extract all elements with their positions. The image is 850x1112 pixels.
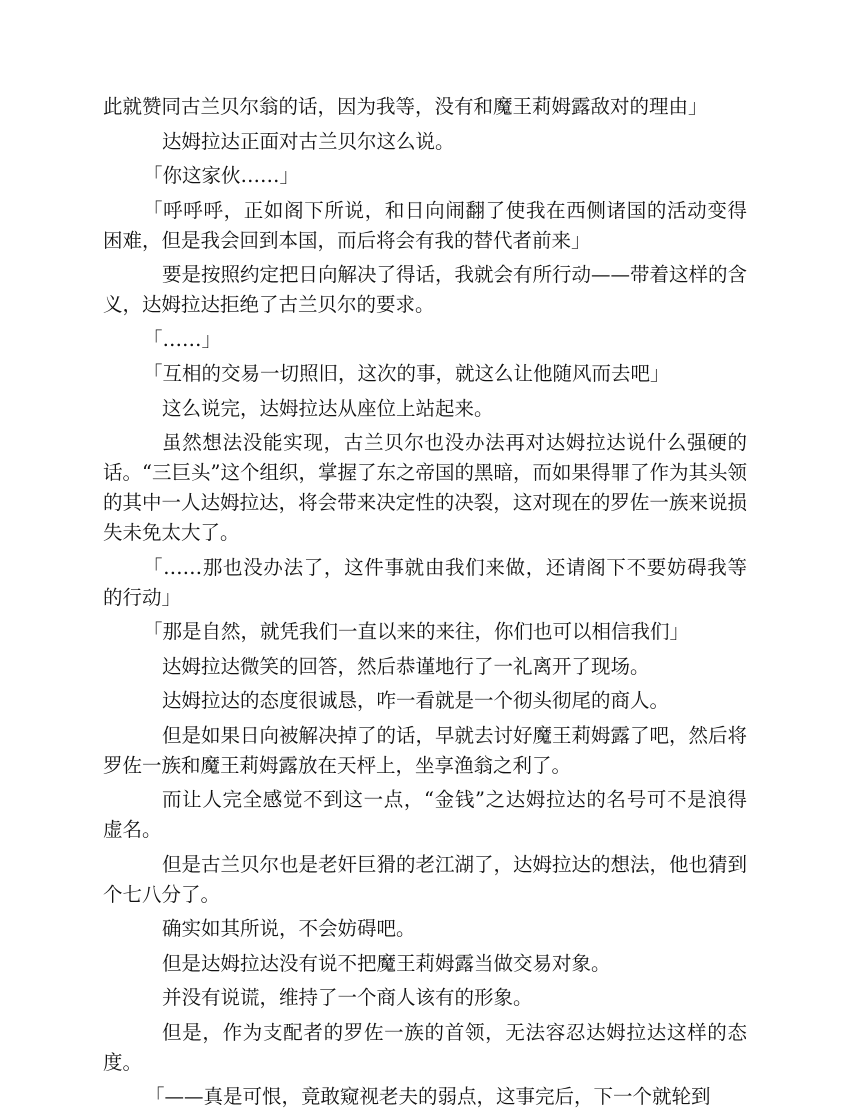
paragraph: 但是达姆拉达没有说不把魔王莉姆露当做交易对象。 (162, 951, 611, 975)
paragraph: 并没有说谎，维持了一个商人该有的形象。 (162, 986, 533, 1009)
dialogue-line: 「那是自然，就凭我们一直以来的来往，你们也可以相信我们」 (143, 620, 690, 643)
paragraph: 要是按照约定把日向解决了得话，我就会有所行动——带着这样的含义，达姆拉达拒绝了古兰贝尔的要求。 (103, 263, 748, 316)
paragraph: 虽然想法没能实现，古兰贝尔也没办法再对达姆拉达说什么强硬的话。“三巨头”这个组织，掌握了东之帝国的黑暗，而如果得罪了作为其头领的其中一人达姆拉达，将会带来决定性的决裂，这对现在的罗佐一族来说损失未免太大了。 (103, 431, 747, 544)
paragraph: 达姆拉达正面对古兰贝尔这么说。 (162, 129, 455, 153)
dialogue-line: 「……」 (143, 327, 222, 351)
paragraph: 但是如果日向被解决掉了的话，早就去讨好魔王莉姆露了吧，然后将罗佐一族和魔王莉姆露放在天枰上，坐享渔翁之利了。 (103, 723, 748, 777)
paragraph: 但是古兰贝尔也是老奸巨猾的老江湖了，达姆拉达的想法，他也猜到个七八分了。 (103, 852, 748, 906)
paragraph: 达姆拉达的态度很诚恳，咋一看就是一个彻头彻尾的商人。 (162, 689, 670, 712)
dialogue-line: 「——真是可恨，竟敢窥视老夫的弱点，这事完后，下一个就轮到 (145, 1085, 711, 1108)
dialogue-line: 「呼呼呼，正如阁下所说，和日向闹翻了使我在西侧诸国的活动变得困难，但是我会回到本国，而后将会有我的替代者前来」 (103, 198, 747, 252)
dialogue-line: 「互相的交易一切照旧，这次的事，就这么让他随风而去吧」 (143, 362, 670, 385)
dialogue-line: 「你这家伙……」 (143, 164, 300, 187)
dialogue-line: 「……那也没办法了，这件事就由我们来做，还请阁下不要妨碍我等的行动」 (103, 555, 747, 609)
paragraph: 此就赞同古兰贝尔翁的话，因为我等，没有和魔王莉姆露敌对的理由」 (103, 95, 708, 118)
paragraph: 确实如其所说，不会妨碍吧。 (162, 917, 416, 940)
paragraph: 达姆拉达微笑的回答，然后恭谨地行了一礼离开了现场。 (162, 654, 650, 678)
paragraph: 这么说完，达姆拉达从座位上站起来。 (162, 396, 494, 420)
paragraph: 而让人完全感觉不到这一点，“金钱”之达姆拉达的名号可不是浪得虚名。 (103, 788, 747, 841)
paragraph: 但是，作为支配者的罗佐一族的首领，无法容忍达姆拉达这样的态度。 (103, 1020, 747, 1074)
